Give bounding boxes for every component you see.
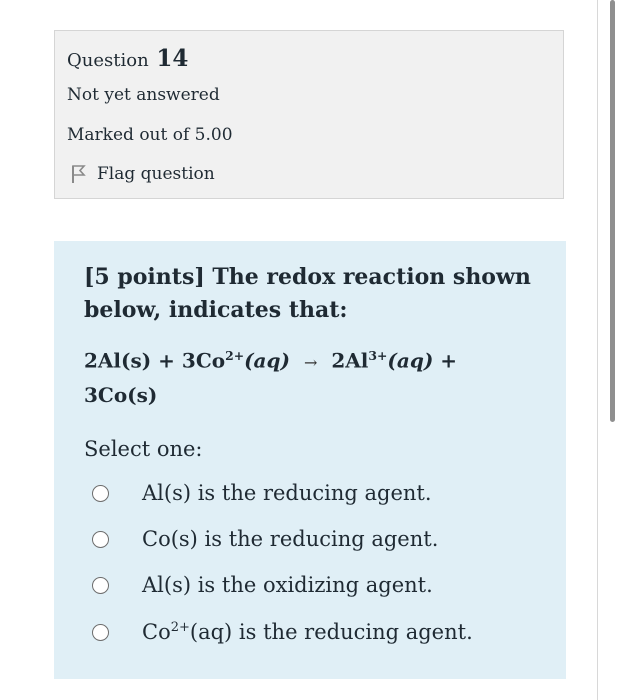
flag-icon <box>71 164 87 184</box>
equation-product-1: 2Al <box>331 348 369 373</box>
select-one-label: Select one: <box>84 437 203 461</box>
equation-reactant-1-charge: 2+ <box>225 348 245 363</box>
answer-option-label-charge: 2+ <box>170 620 190 635</box>
reaction-equation <box>84 339 544 412</box>
answer-option[interactable] <box>92 478 432 508</box>
radio-button[interactable] <box>92 624 109 641</box>
answer-status: Not yet answered <box>67 85 220 105</box>
question-info-panel <box>54 30 564 199</box>
flag-question-label: Flag question <box>97 164 215 184</box>
answer-option-label[interactable] <box>142 620 473 644</box>
radio-button[interactable] <box>92 485 109 502</box>
equation-product-1-charge: 3+ <box>368 348 388 363</box>
question-content <box>54 241 566 679</box>
answer-option-label[interactable]: Al(s) is the reducing agent. <box>142 481 432 505</box>
answer-option-label-suffix: (aq) is the reducing agent. <box>189 620 473 644</box>
answer-option-label-prefix: Co <box>142 620 171 644</box>
question-title-prefix: Question <box>67 50 149 71</box>
answer-option-label[interactable]: Al(s) is the oxidizing agent. <box>142 573 433 597</box>
answer-option[interactable] <box>92 570 433 600</box>
radio-button[interactable] <box>92 531 109 548</box>
scrollbar-thumb[interactable] <box>610 0 615 422</box>
question-heading: [5 points] The redox reaction shown below, indicates that: <box>84 264 531 323</box>
marks-info: Marked out of 5.00 <box>67 125 233 145</box>
reaction-arrow: → <box>303 352 318 372</box>
answer-option[interactable] <box>92 617 473 647</box>
equation-reactant-1: 2Al(s) + 3Co <box>84 348 226 373</box>
answer-option-label[interactable]: Co(s) is the reducing agent. <box>142 527 439 551</box>
equation-reactant-1-state: (aq) <box>244 348 290 373</box>
flag-question-link[interactable] <box>67 163 215 185</box>
question-title <box>67 45 188 72</box>
radio-button[interactable] <box>92 577 109 594</box>
question-number: 14 <box>156 45 189 72</box>
answer-option[interactable] <box>92 524 438 554</box>
scrollbar-track <box>597 0 598 700</box>
equation-product-1-state: (aq) + <box>387 348 458 373</box>
equation-product-2: 3Co(s) <box>84 382 158 407</box>
